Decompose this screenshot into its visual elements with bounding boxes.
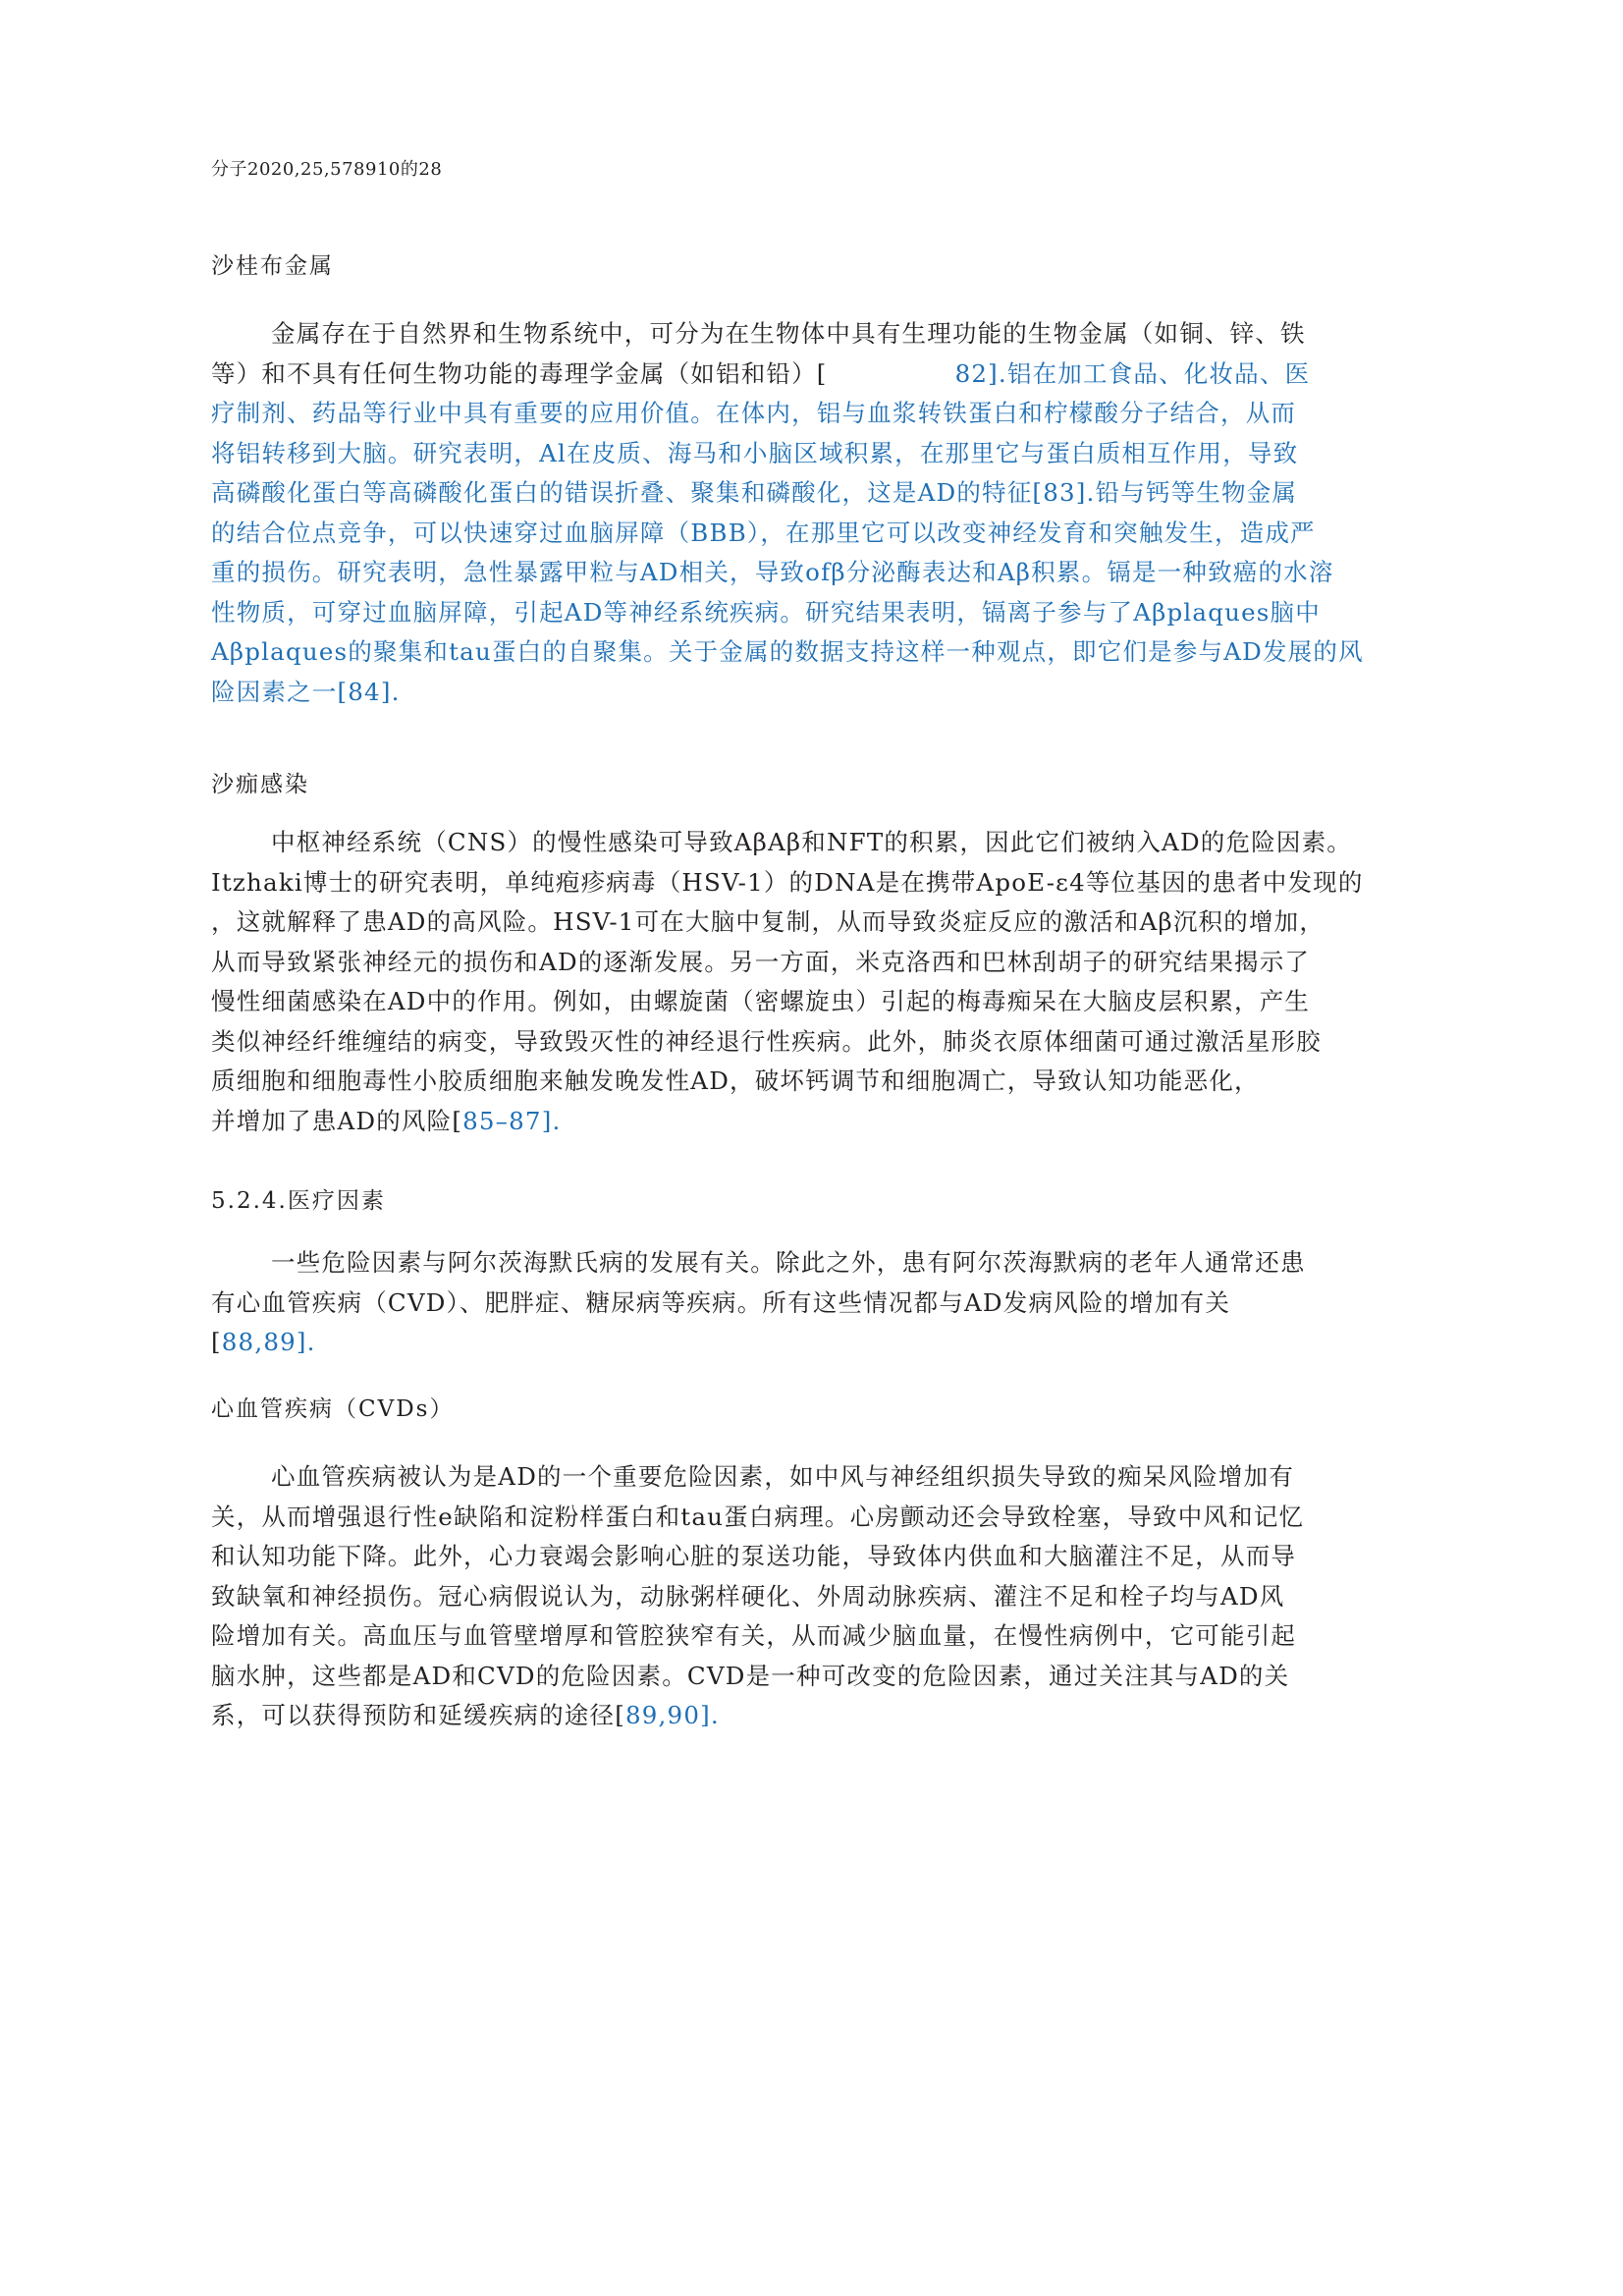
text-segment: 脑水肿，这些都是AD和CVD的危险因素。CVD是一种可改变的危险因素，通过关注其与AD的关	[211, 1661, 1290, 1690]
text-segment: 金属存在于自然界和生物系统中，可分为在生物体中具有生理功能的生物金属（如铜、锌、铁	[271, 319, 1306, 348]
text-line	[211, 902, 1429, 943]
text-segment: 类似神经纤维缠结的病变，导致毁灭性的神经退行性疾病。此外，肺炎衣原体细菌可通过激活星形胶	[211, 1026, 1322, 1056]
paragraph	[211, 1243, 1429, 1363]
text-segment: 并增加了患AD的风险[	[211, 1106, 463, 1135]
text-line	[211, 314, 1429, 355]
paragraph	[211, 823, 1429, 1141]
text-line	[211, 593, 1429, 633]
text-line	[211, 863, 1429, 903]
text-segment: ，这就解释了患AD的高风险。HSV-1可在大脑中复制，从而导致炎症反应的激活和Aβ沉积的增加，	[211, 907, 1325, 936]
text-segment: 从而导致紧张神经元的损伤和AD的逐渐发展。另一方面，米克洛西和巴林刮胡子的研究结果揭示了	[211, 947, 1311, 976]
text-line	[211, 1657, 1429, 1697]
text-line	[211, 355, 1429, 395]
section-heading: 沙痂感染	[211, 772, 309, 797]
linked-text: 88,89].	[221, 1328, 316, 1356]
text-line	[211, 1323, 1429, 1363]
text-line	[211, 1284, 1429, 1324]
linked-text: 险因素之一[84].	[211, 677, 401, 706]
text-line	[211, 514, 1429, 554]
linked-text: Aβplaques的聚集和tau蛋白的自聚集。关于金属的数据支持这样一种观点，即它们是参与AD发展的风	[211, 637, 1364, 666]
text-line	[211, 943, 1429, 983]
text-segment: 质细胞和细胞毒性小胶质细胞来触发晚发性AD，破坏钙调节和细胞凋亡，导致认知功能恶化，	[211, 1066, 1260, 1095]
text-line	[211, 434, 1429, 474]
text-line	[211, 1616, 1429, 1657]
text-segment: Itzhaki博士的研究表明，单纯疱疹病毒（HSV-1）的DNA是在携带ApoE-ε4等位基因的患者中发现的	[211, 867, 1364, 897]
text-line	[211, 1537, 1429, 1577]
text-segment: 系，可以获得预防和延缓疾病的途径[	[211, 1701, 625, 1729]
linked-text: 的结合位点竞争，可以快速穿过血脑屏障（BBB），在那里它可以改变神经发育和突触发生，造成严	[211, 518, 1316, 547]
section-heading: 5.2.4.医疗因素	[211, 1188, 386, 1214]
text-line	[211, 982, 1429, 1022]
linked-text: 82].铝在加工食品、化妆品、医	[954, 358, 1311, 388]
text-line	[211, 1696, 1429, 1736]
text-line	[211, 1022, 1429, 1063]
text-line	[211, 1243, 1429, 1284]
text-segment: 中枢神经系统（CNS）的慢性感染可导致AβAβ和NFT的积累，因此它们被纳入AD的危险因素。	[271, 828, 1352, 856]
section-heading: 心血管疾病（CVDs）	[211, 1396, 455, 1422]
text-line	[211, 1498, 1429, 1538]
text-segment: 慢性细菌感染在AD中的作用。例如，由螺旋菌（密螺旋虫）引起的梅毒痴呆在大脑皮层积累，产生	[211, 987, 1311, 1015]
text-segment: 等）和不具有任何生物功能的毒理学金属（如铝和铅）[	[211, 358, 828, 388]
text-line	[211, 394, 1429, 434]
text-line	[211, 1062, 1429, 1102]
text-line	[211, 632, 1429, 673]
linked-text: 将铝转移到大脑。研究表明，Al在皮质、海马和小脑区域积累，在那里它与蛋白质相互作用，导致	[211, 438, 1299, 467]
text-line	[211, 1577, 1429, 1617]
text-segment: 致缺氧和神经损伤。冠心病假说认为，动脉粥样硬化、外周动脉疾病、灌注不足和栓子均与AD风	[211, 1581, 1285, 1611]
text-line	[211, 823, 1429, 863]
text-segment: 一些危险因素与阿尔茨海默氏病的发展有关。除此之外，患有阿尔茨海默病的老年人通常还患	[271, 1248, 1306, 1277]
text-segment: 险增加有关。高血压与血管壁增厚和管腔狭窄有关，从而减少脑血量，在慢性病例中，它可能引起	[211, 1621, 1297, 1650]
linked-text: 性物质，可穿过血脑屏障，引起AD等神经系统疾病。研究结果表明，镉离子参与了Aβplaques脑中	[211, 597, 1321, 627]
linked-text: 重的损伤。研究表明，急性暴露甲粒与AD相关，导致ofβ分泌酶表达和Aβ积累。镉是一种致癌的水溶	[211, 558, 1334, 586]
text-line	[211, 1457, 1429, 1498]
text-line	[211, 473, 1429, 514]
linked-text: 89,90].	[624, 1701, 720, 1729]
linked-text: 疗制剂、药品等行业中具有重要的应用价值。在体内，铝与血浆转铁蛋白和柠檬酸分子结合，从而	[211, 399, 1297, 427]
text-line	[211, 553, 1429, 593]
text-segment: 心血管疾病被认为是AD的一个重要危险因素，如中风与神经组织损失导致的痴呆风险增加有	[271, 1462, 1295, 1491]
paragraph	[211, 1457, 1429, 1736]
running-header: 分子2020,25,578910的28	[211, 159, 443, 180]
linked-text: 85–87].	[462, 1106, 562, 1135]
section-heading: 沙桂布金属	[211, 253, 334, 279]
text-segment: [	[211, 1328, 222, 1356]
linked-text: 高磷酸化蛋白等高磷酸化蛋白的错误折叠、聚集和磷酸化，这是AD的特征[83].铅与钙等生物金属	[211, 478, 1298, 507]
paragraph	[211, 314, 1429, 712]
text-segment: 有心血管疾病（CVD）、肥胖症、糖尿病等疾病。所有这些情况都与AD发病风险的增加有关	[211, 1287, 1231, 1317]
text-line	[211, 1102, 1429, 1142]
text-line	[211, 673, 1429, 713]
text-segment: 和认知功能下降。此外，心力衰竭会影响心脏的泵送功能，导致体内供血和大脑灌注不足，从而导	[211, 1542, 1297, 1570]
text-segment: 关，从而增强退行性e缺陷和淀粉样蛋白和tau蛋白病理。心房颤动还会导致栓塞，导致中风和记忆	[211, 1502, 1305, 1531]
